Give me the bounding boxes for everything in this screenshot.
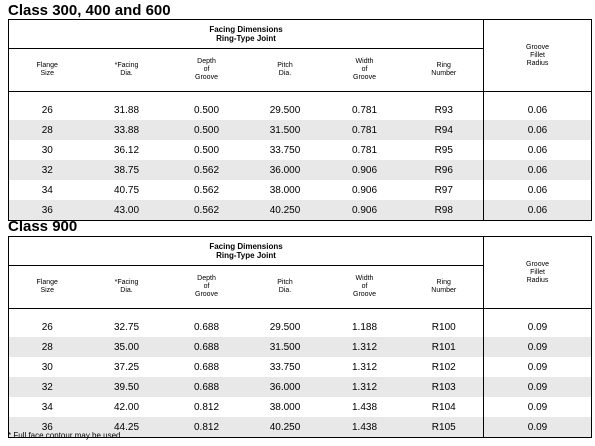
cell-depth: 0.688 — [168, 377, 246, 397]
cell-radius: 0.09 — [484, 397, 592, 417]
cell-flange-size: 32 — [9, 377, 86, 397]
cell-radius: 0.09 — [484, 317, 592, 337]
cell-ring: R93 — [434, 104, 453, 116]
cell-radius: 0.09 — [484, 377, 592, 397]
cell-depth: 0.500 — [168, 120, 246, 140]
spec-table-class-900 — [8, 236, 592, 438]
cell-ring: R102 — [431, 361, 456, 373]
column-header-facing-dia — [86, 266, 168, 309]
header-line: Groove — [195, 74, 218, 81]
header-line: of — [361, 66, 368, 73]
cell-pitch-dia: 38.000 — [269, 184, 301, 196]
header-line: Dia. — [278, 70, 292, 77]
cell-depth: 0.500 — [193, 144, 220, 156]
cell-flange-size: 30 — [41, 144, 53, 156]
header-line: Number — [431, 70, 457, 77]
column-header-width-of-groove — [325, 49, 405, 92]
column-header-pitch-dia — [246, 266, 325, 309]
table-row — [9, 377, 592, 397]
cell-width: 1.438 — [325, 417, 405, 438]
header-line: of — [203, 283, 210, 290]
table-row — [9, 100, 592, 120]
spec-table-class-300-400-600 — [8, 19, 592, 221]
cell-facing-dia: 42.00 — [113, 401, 140, 413]
cell-pitch-dia: 29.500 — [269, 104, 301, 116]
section-title-class-900: Class 900 — [8, 218, 78, 235]
column-header-groove-fillet-radius — [484, 20, 592, 92]
header-line: Dia. — [278, 287, 292, 294]
cell-depth: 0.688 — [193, 321, 220, 333]
cell-ring: R97 — [434, 184, 453, 196]
cell-pitch-dia: 33.750 — [269, 361, 301, 373]
cell-flange-size: 28 — [9, 337, 86, 357]
header-line: Groove — [526, 260, 549, 268]
cell-pitch-dia: 40.250 — [246, 417, 325, 438]
cell-ring: R104 — [431, 401, 456, 413]
column-header-ring-number — [405, 266, 484, 309]
cell-flange-size: 30 — [41, 361, 53, 373]
footnote: * Full face contour may be used. — [8, 431, 123, 440]
cell-radius: 0.06 — [484, 140, 592, 160]
cell-facing-dia: 38.75 — [86, 160, 168, 180]
column-header-depth-of-groove — [168, 49, 246, 92]
cell-depth: 0.500 — [193, 104, 220, 116]
header-line: Groove — [195, 291, 218, 298]
column-header-flange-size — [9, 49, 86, 92]
cell-pitch-dia: 36.000 — [246, 160, 325, 180]
group-header-line2: Ring-Type Joint — [216, 34, 276, 43]
cell-width: 1.188 — [351, 321, 378, 333]
cell-radius: 0.09 — [484, 337, 592, 357]
header-line: Size — [40, 287, 55, 294]
group-header-line1: Facing Dimensions — [209, 25, 283, 34]
header-line: Flange — [36, 279, 58, 286]
cell-flange-size: 28 — [9, 120, 86, 140]
cell-width: 0.781 — [325, 120, 405, 140]
cell-ring: R101 — [405, 337, 484, 357]
cell-pitch-dia: 31.500 — [246, 337, 325, 357]
table-row — [9, 357, 592, 377]
cell-width: 0.906 — [325, 160, 405, 180]
header-line: Groove — [526, 43, 549, 51]
cell-facing-dia: 44.25 — [86, 417, 168, 438]
header-line: Radius — [526, 276, 549, 284]
cell-depth: 0.562 — [168, 200, 246, 221]
cell-width: 0.781 — [351, 104, 378, 116]
table-row — [9, 397, 592, 417]
header-line: *Facing — [114, 279, 139, 286]
column-header-depth-of-groove — [168, 266, 246, 309]
cell-flange-size: 32 — [9, 160, 86, 180]
cell-width: 1.312 — [325, 337, 405, 357]
table-row — [9, 160, 592, 180]
cell-ring: R105 — [405, 417, 484, 438]
column-header-flange-size — [9, 266, 86, 309]
column-header-ring-number — [405, 49, 484, 92]
table-row — [9, 337, 592, 357]
group-header-line2: Ring-Type Joint — [216, 251, 276, 260]
cell-depth: 0.688 — [193, 361, 220, 373]
group-header — [9, 237, 484, 266]
cell-facing-dia: 40.75 — [113, 184, 140, 196]
cell-ring: R98 — [405, 200, 484, 221]
header-line: of — [361, 283, 368, 290]
header-line: Pitch — [277, 62, 293, 69]
header-line: Dia. — [120, 70, 133, 77]
cell-pitch-dia: 29.500 — [269, 321, 301, 333]
cell-flange-size: 36 — [9, 200, 86, 221]
header-line: Width — [355, 58, 374, 65]
column-header-groove-fillet-radius — [484, 237, 592, 309]
header-line: Flange — [36, 62, 58, 69]
group-header-line1: Facing Dimensions — [209, 242, 283, 251]
cell-facing-dia: 37.25 — [113, 361, 140, 373]
cell-pitch-dia: 40.250 — [246, 200, 325, 221]
cell-depth: 0.562 — [193, 184, 220, 196]
cell-flange-size: 26 — [41, 104, 53, 116]
table-row — [9, 317, 592, 337]
cell-ring: R96 — [405, 160, 484, 180]
table-row — [9, 120, 592, 140]
table-row — [9, 180, 592, 200]
header-line: Fillet — [530, 268, 545, 276]
cell-flange-size: 26 — [41, 321, 53, 333]
header-line: Depth — [197, 275, 216, 282]
cell-flange-size: 36 — [9, 417, 86, 438]
header-line: Ring — [436, 279, 451, 286]
cell-width: 1.438 — [351, 401, 378, 413]
cell-ring: R94 — [405, 120, 484, 140]
cell-width: 0.906 — [325, 200, 405, 221]
header-line: Radius — [526, 59, 549, 67]
column-header-width-of-groove — [325, 266, 405, 309]
cell-radius: 0.09 — [484, 357, 592, 377]
cell-ring: R95 — [434, 144, 453, 156]
cell-radius: 0.06 — [484, 160, 592, 180]
cell-pitch-dia: 33.750 — [269, 144, 301, 156]
header-line: Groove — [353, 291, 376, 298]
table-row — [9, 200, 592, 221]
cell-pitch-dia: 31.500 — [246, 120, 325, 140]
cell-depth: 0.812 — [168, 417, 246, 438]
cell-pitch-dia: 36.000 — [246, 377, 325, 397]
header-line: Fillet — [530, 51, 545, 59]
header-line: Groove — [353, 74, 376, 81]
cell-facing-dia: 35.00 — [86, 337, 168, 357]
cell-width: 1.312 — [325, 377, 405, 397]
header-line: Number — [431, 287, 457, 294]
header-line: Width — [355, 275, 374, 282]
section-title-class-300-400-600: Class 300, 400 and 600 — [8, 2, 171, 19]
cell-depth: 0.562 — [168, 160, 246, 180]
cell-width: 0.781 — [351, 144, 378, 156]
cell-width: 1.312 — [351, 361, 378, 373]
cell-pitch-dia: 38.000 — [269, 401, 301, 413]
cell-width: 0.906 — [351, 184, 378, 196]
column-header-pitch-dia — [246, 49, 325, 92]
cell-radius: 0.09 — [484, 417, 592, 438]
group-header — [9, 20, 484, 49]
cell-facing-dia: 33.88 — [86, 120, 168, 140]
column-header-facing-dia — [86, 49, 168, 92]
cell-depth: 0.688 — [168, 337, 246, 357]
header-line: *Facing — [114, 62, 139, 69]
cell-radius: 0.06 — [484, 180, 592, 200]
cell-ring: R100 — [431, 321, 456, 333]
cell-facing-dia: 32.75 — [113, 321, 140, 333]
header-line: Depth — [197, 58, 216, 65]
header-line: Dia. — [120, 287, 133, 294]
cell-radius: 0.06 — [484, 200, 592, 221]
cell-depth: 0.812 — [193, 401, 220, 413]
header-line: Ring — [436, 62, 451, 69]
cell-ring: R103 — [405, 377, 484, 397]
cell-radius: 0.06 — [484, 120, 592, 140]
cell-facing-dia: 31.88 — [113, 104, 140, 116]
header-line: of — [203, 66, 210, 73]
cell-facing-dia: 36.12 — [113, 144, 140, 156]
header-line: Size — [40, 70, 55, 77]
cell-radius: 0.06 — [484, 100, 592, 120]
header-line: Pitch — [277, 279, 293, 286]
table-row — [9, 140, 592, 160]
cell-facing-dia: 39.50 — [86, 377, 168, 397]
cell-flange-size: 34 — [41, 184, 53, 196]
cell-flange-size: 34 — [41, 401, 53, 413]
cell-facing-dia: 43.00 — [86, 200, 168, 221]
